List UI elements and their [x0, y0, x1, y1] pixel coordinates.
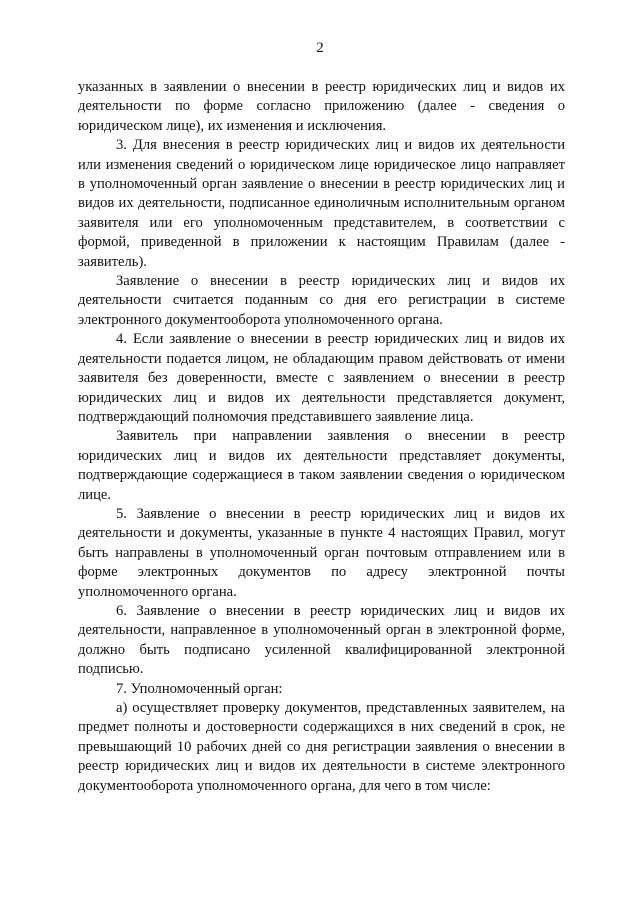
paragraph-submission-date: Заявление о внесении в реестр юридических лиц и видов их деятельности считается поданным со дня его регистрации в системе электронного документооборота уполномоченного органа. — [78, 273, 565, 328]
paragraph-supporting-documents: Заявитель при направлении заявления о внесении в реестр юридических лиц и видов их деятельности представляет документы, подтверждающие содержащиеся в таком заявлении сведения о юридическом лице. — [78, 428, 565, 503]
document-body — [78, 78, 565, 796]
paragraph-item-4: 4. Если заявление о внесении в реестр юридических лиц и видов их деятельности подается лицом, не обладающим правом действовать от имени заявителя без доверенности, вместе с заявлением о внесении в реестр юридических лиц и видов их деятельности представляется документ, подтверждающий полномочия представившего заявление лица. — [78, 331, 565, 425]
paragraph-item-5: 5. Заявление о внесении в реестр юридических лиц и видов их деятельности и документы, указанные в пункте 4 настоящих Правил, могут быть направлены в уполномоченный орган почтовым отправлением или в форме электронных документов по адресу электронной почты уполномоченного органа. — [78, 505, 565, 600]
paragraph-item-7a: а) осуществляет проверку документов, представленных заявителем, на предмет полноты и достоверности содержащихся в них сведений в срок, не превышающий 10 рабочих дней со дня регистрации заявления о внесении в реестр юридических лиц и видов их деятельности в системе электронного документооборота уполномоченного органа, для чего в том числе: — [78, 700, 565, 794]
paragraph-item-3: 3. Для внесения в реестр юридических лиц и видов их деятельности или изменения сведений о юридическом лице юридическое лицо направляет в уполномоченный орган заявление о внесении в реестр юридических лиц и видов их деятельности, подписанное единоличным исполнительным органом заявителя или его уполномоченным представителем, в соответствии с формой, приведенной в приложении к настоящим Правилам (далее - заявитель). — [78, 137, 565, 270]
page-number: 2 — [316, 40, 324, 56]
paragraph-continuation: указанных в заявлении о внесении в реестр юридических лиц и видов их деятельности по форме согласно приложению (далее - сведения о юридическом лице), их изменения и исключения. — [78, 79, 565, 134]
paragraph-item-7: 7. Уполномоченный орган: — [116, 680, 283, 697]
paragraph-item-6: 6. Заявление о внесении в реестр юридических лиц и видов их деятельности, направленное в уполномоченный орган в электронной форме, должно быть подписано усиленной квалифицированной электронной подписью. — [78, 602, 565, 678]
